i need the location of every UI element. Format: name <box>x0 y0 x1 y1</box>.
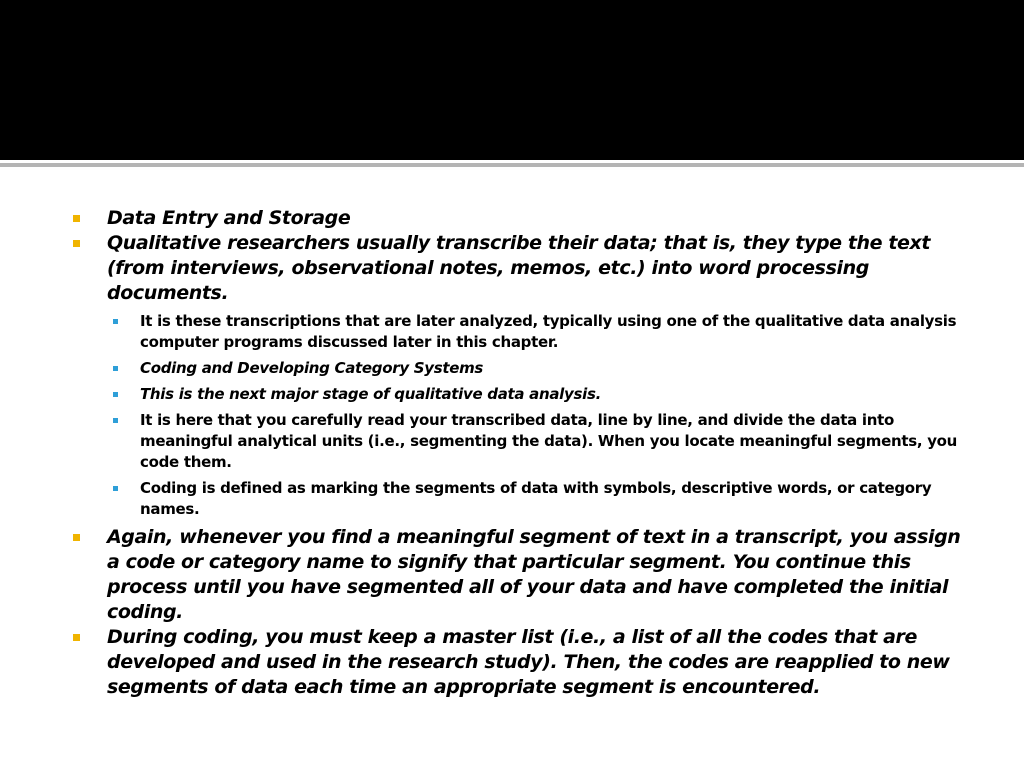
sub-bullet-text: This is the next major stage of qualitative data analysis. <box>140 385 601 403</box>
square-bullet-icon <box>113 319 118 324</box>
square-bullet-icon <box>73 215 80 222</box>
bullet-text: Data Entry and Storage <box>107 207 351 229</box>
bullet-text: Qualitative researchers usually transcribe their data; that is, they type the text (from interviews, observational notes, memos, etc.) into word processing documents. <box>107 232 931 304</box>
sub-bullet-item <box>72 384 972 405</box>
bullet-item-during-coding <box>72 625 972 700</box>
sub-bullet-item <box>72 478 972 520</box>
title-band <box>0 0 1024 160</box>
square-bullet-icon <box>73 534 80 541</box>
bullet-list <box>72 206 972 700</box>
sub-bullet-text: Coding and Developing Category Systems <box>140 359 484 377</box>
sub-bullet-group <box>72 311 972 520</box>
sub-bullet-item <box>72 311 972 353</box>
square-bullet-icon <box>113 366 118 371</box>
square-bullet-icon <box>73 634 80 641</box>
square-bullet-icon <box>73 240 80 247</box>
sub-bullet-text: It is these transcriptions that are later analyzed, typically using one of the qualitative data analysis computer programs discussed later in this chapter. <box>140 312 957 351</box>
bullet-text: Again, whenever you find a meaningful segment of text in a transcript, you assign a code or category name to signify that particular segment. You continue this process until you have segmented all of your data and have completed the initial coding. <box>107 526 961 623</box>
sub-bullet-text: Coding is defined as marking the segments of data with symbols, descriptive words, or category names. <box>140 479 932 518</box>
title-band-rule <box>0 163 1024 167</box>
sub-bullet-list <box>72 311 972 520</box>
square-bullet-icon <box>113 418 118 423</box>
square-bullet-icon <box>113 392 118 397</box>
bullet-item-transcribe <box>72 231 972 306</box>
sub-bullet-text: It is here that you carefully read your transcribed data, line by line, and divide the data into meaningful analytical units (i.e., segmenting the data). When you locate meaningful segments, you code them. <box>140 411 958 471</box>
slide-body <box>72 206 972 700</box>
bullet-item-data-entry <box>72 206 972 231</box>
sub-bullet-item <box>72 410 972 473</box>
bullet-item-again <box>72 525 972 625</box>
square-bullet-icon <box>113 486 118 491</box>
sub-bullet-item <box>72 358 972 379</box>
bullet-text: During coding, you must keep a master list (i.e., a list of all the codes that are developed and used in the research study). Then, the codes are reapplied to new segments of data each time an appropriate segment is encountered. <box>107 626 950 698</box>
